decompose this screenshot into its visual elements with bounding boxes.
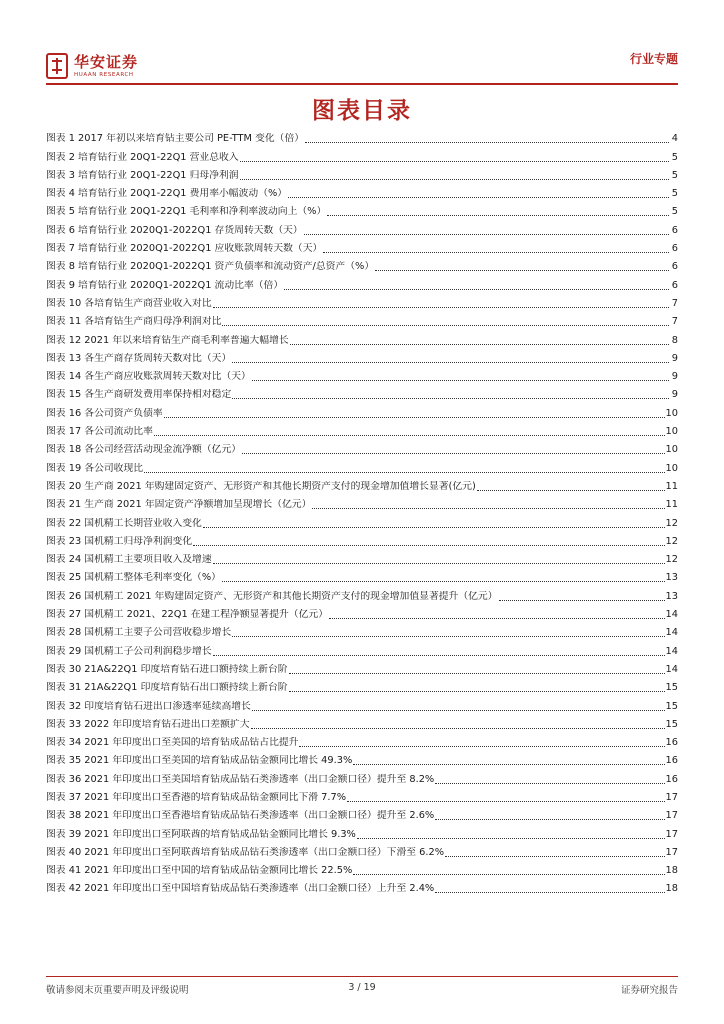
toc-entry-page: 6 (671, 243, 678, 255)
page-title: 图表目录 (312, 98, 412, 124)
toc-entry-page: 17 (665, 810, 678, 822)
toc-leader-dots (213, 654, 665, 656)
toc-entry-page: 16 (665, 773, 678, 785)
toc-leader-dots (232, 397, 669, 399)
toc-entry-title: 图表 2 培育钻行业 20Q1-22Q1 营业总收入 (46, 151, 239, 163)
company-logo (46, 50, 161, 82)
toc-entry-title: 图表 30 21A&22Q1 印度培育钻石进口额持续上新台阶 (46, 663, 288, 675)
toc-entry[interactable] (46, 584, 678, 602)
toc-entry-page: 5 (671, 169, 678, 181)
toc-entry-page: 14 (665, 663, 678, 675)
toc-entry-title: 图表 24 国机精工主要项目收入及增速 (46, 554, 212, 566)
toc-leader-dots (327, 214, 669, 216)
toc-leader-dots (305, 141, 669, 143)
toc-entry[interactable] (46, 841, 678, 859)
toc-entry-title: 图表 26 国机精工 2021 年购建固定资产、无形资产和其他长期资产支付的现金增加值显著提升（亿元） (46, 590, 498, 602)
toc-leader-dots (435, 782, 664, 784)
toc-entry-page: 5 (671, 206, 678, 218)
toc-leader-dots (304, 233, 669, 235)
toc-entry-title: 图表 27 国机精工 2021、22Q1 在建工程净额显著提升（亿元） (46, 609, 328, 621)
toc-entry[interactable] (46, 347, 678, 365)
toc-entry[interactable] (46, 804, 678, 822)
toc-leader-dots (347, 800, 664, 802)
toc-entry-page: 14 (665, 645, 678, 657)
toc-entry-title: 图表 38 2021 年印度出口至香港培育钻成品钻石类渗透率（出口金额口径）提升至 2.6% (46, 810, 435, 822)
toc-leader-dots (375, 269, 669, 271)
toc-entry[interactable] (46, 511, 678, 529)
toc-leader-dots (353, 763, 664, 765)
logo-seal-icon (46, 53, 68, 79)
toc-entry-title: 图表 18 各公司经营活动现金流净额（亿元） (46, 444, 242, 456)
toc-leader-dots (213, 562, 665, 564)
toc-entry-page: 18 (665, 883, 678, 895)
toc-leader-dots (144, 471, 664, 473)
toc-entry-title: 图表 22 国机精工长期营业收入变化 (46, 517, 202, 529)
toc-entry-page: 13 (665, 590, 678, 602)
toc-entry-page: 6 (671, 261, 678, 273)
toc-entry[interactable] (46, 530, 678, 548)
toc-entry-page: 17 (665, 791, 678, 803)
toc-entry-page: 10 (665, 426, 678, 438)
toc-leader-dots (299, 745, 664, 747)
toc-entry-title: 图表 36 2021 年印度出口至美国培育钻成品钻石类渗透率（出口金额口径）提升至 8.2% (46, 773, 435, 785)
toc-leader-dots (445, 855, 664, 857)
footer-divider (46, 976, 678, 977)
toc-entry[interactable] (46, 383, 678, 401)
toc-leader-dots (251, 727, 665, 729)
header-divider (46, 83, 678, 85)
toc-leader-dots (499, 599, 665, 601)
toc-entry-title: 图表 19 各公司收现比 (46, 462, 144, 474)
toc-entry-page: 12 (665, 554, 678, 566)
toc-leader-dots (435, 891, 664, 893)
toc-leader-dots (312, 507, 664, 509)
toc-entry-title: 图表 6 培育钻行业 2020Q1-2022Q1 存货周转天数（天） (46, 224, 303, 236)
toc-entry-title: 图表 15 各生产商研发费用率保持相对稳定 (46, 389, 232, 401)
toc-entry[interactable] (46, 273, 678, 291)
toc-entry-title: 图表 41 2021 年印度出口至中国的培育钻成品钻金额同比增长 22.5% (46, 865, 353, 877)
toc-leader-dots (323, 251, 669, 253)
toc-entry-title: 图表 8 培育钻行业 2020Q1-2022Q1 资产负债率和流动资产/总资产（%） (46, 261, 375, 273)
toc-leader-dots (289, 672, 665, 674)
report-category-tag: 行业专题 (629, 52, 678, 66)
toc-entry-page: 8 (671, 334, 678, 346)
toc-entry[interactable] (46, 255, 678, 273)
toc-entry[interactable] (46, 328, 678, 346)
toc-leader-dots (477, 489, 665, 491)
toc-entry-page: 16 (665, 755, 678, 767)
toc-leader-dots (289, 690, 665, 692)
toc-entry[interactable] (46, 822, 678, 840)
toc-entry[interactable] (46, 182, 678, 200)
toc-entry-title: 图表 14 各生产商应收账款周转天数对比（天） (46, 371, 251, 383)
footer-disclaimer: 敬请参阅末页重要声明及评级说明 (46, 985, 189, 996)
toc-leader-dots (222, 324, 669, 326)
toc-leader-dots (240, 178, 669, 180)
toc-entry-page: 4 (671, 133, 678, 145)
toc-leader-dots (164, 416, 665, 418)
toc-entry-title: 图表 31 21A&22Q1 印度培育钻石出口额持续上新台阶 (46, 682, 288, 694)
toc-entry-page: 17 (665, 846, 678, 858)
footer-page-number: 3 / 19 (348, 982, 376, 993)
toc-entry[interactable] (46, 401, 678, 419)
toc-entry[interactable] (46, 676, 678, 694)
toc-entry-title: 图表 25 国机精工整体毛利率变化（%） (46, 572, 221, 584)
toc-entry-page: 15 (665, 718, 678, 730)
toc-entry[interactable] (46, 127, 678, 145)
toc-leader-dots (353, 873, 664, 875)
toc-entry[interactable] (46, 237, 678, 255)
toc-entry-title: 图表 32 印度培育钻石进出口渗透率延续高增长 (46, 700, 251, 712)
toc-entry-title: 图表 42 2021 年印度出口至中国培育钻成品钻石类渗透率（出口金额口径）上升至 2.4% (46, 883, 435, 895)
toc-entry[interactable] (46, 164, 678, 182)
toc-entry-title: 图表 40 2021 年印度出口至阿联酋培育钻成品钻石类渗透率（出口金额口径）下滑至 6.2% (46, 846, 445, 858)
toc-entry[interactable] (46, 859, 678, 877)
toc-entry-page: 11 (665, 480, 678, 492)
toc-entry-page: 9 (671, 371, 678, 383)
toc-entry-title: 图表 7 培育钻行业 2020Q1-2022Q1 应收账款周转天数（天） (46, 243, 323, 255)
toc-entry[interactable] (46, 218, 678, 236)
toc-entry-page: 15 (665, 700, 678, 712)
toc-entry-page: 12 (665, 535, 678, 547)
toc-entry-page: 7 (671, 297, 678, 309)
toc-entry[interactable] (46, 731, 678, 749)
toc-entry-page: 10 (665, 462, 678, 474)
toc-leader-dots (240, 160, 669, 162)
toc-leader-dots (252, 379, 669, 381)
toc-entry-title: 图表 5 培育钻行业 20Q1-22Q1 毛利率和净利率波动向上（%） (46, 206, 327, 218)
toc-entry-title: 图表 34 2021 年印度出口至美国的培育钻成品钻占比提升 (46, 737, 299, 749)
toc-entry-page: 13 (665, 572, 678, 584)
toc-entry-page: 11 (665, 499, 678, 511)
logo-english-name: HUAAN RESEARCH (74, 71, 134, 78)
toc-entry-page: 5 (671, 151, 678, 163)
toc-leader-dots (329, 617, 665, 619)
toc-entry[interactable] (46, 694, 678, 712)
toc-entry-title: 图表 21 生产商 2021 年固定资产净额增加呈现增长（亿元） (46, 499, 312, 511)
toc-leader-dots (193, 544, 664, 546)
toc-entry-page: 9 (671, 352, 678, 364)
toc-leader-dots (252, 709, 665, 711)
toc-entry-page: 7 (671, 316, 678, 328)
toc-entry[interactable] (46, 658, 678, 676)
toc-entry-title: 图表 28 国机精工主要子公司营收稳步增长 (46, 627, 232, 639)
toc-entry[interactable] (46, 749, 678, 767)
toc-entry-title: 图表 9 培育钻行业 2020Q1-2022Q1 流动比率（倍） (46, 279, 284, 291)
toc-entry[interactable] (46, 493, 678, 511)
toc-leader-dots (232, 361, 669, 363)
toc-entry[interactable] (46, 292, 678, 310)
toc-entry-page: 10 (665, 407, 678, 419)
toc-entry[interactable] (46, 639, 678, 657)
table-of-figures (46, 127, 678, 895)
toc-leader-dots (357, 837, 665, 839)
toc-entry-page: 15 (665, 682, 678, 694)
toc-entry-title: 图表 12 2021 年以来培育钻生产商毛利率普遍大幅增长 (46, 334, 289, 346)
toc-entry-title: 图表 16 各公司资产负债率 (46, 407, 163, 419)
toc-entry[interactable] (46, 786, 678, 804)
toc-entry[interactable] (46, 713, 678, 731)
toc-entry-title: 图表 13 各生产商存货周转天数对比（天） (46, 352, 232, 364)
logo-chinese-name: 华安证券 (74, 52, 139, 71)
toc-entry-title: 图表 1 2017 年初以来培育钻主要公司 PE-TTM 变化（倍） (46, 133, 305, 145)
toc-entry[interactable] (46, 566, 678, 584)
toc-entry-page: 9 (671, 389, 678, 401)
toc-entry-title: 图表 37 2021 年印度出口至香港的培育钻成品钻金额同比下滑 7.7% (46, 791, 347, 803)
toc-entry[interactable] (46, 145, 678, 163)
toc-entry-page: 16 (665, 737, 678, 749)
toc-entry-title: 图表 33 2022 年印度培育钻石进出口差额扩大 (46, 718, 250, 730)
toc-entry-title: 图表 35 2021 年印度出口至美国的培育钻成品钻金额同比增长 49.3% (46, 755, 353, 767)
toc-entry-title: 图表 20 生产商 2021 年购建固定资产、无形资产和其他长期资产支付的现金增加值增长显著(亿元) (46, 480, 476, 492)
toc-leader-dots (435, 818, 664, 820)
toc-leader-dots (213, 306, 669, 308)
toc-entry[interactable] (46, 438, 678, 456)
toc-entry-page: 6 (671, 279, 678, 291)
toc-entry-title: 图表 39 2021 年印度出口至阿联酋的培育钻成品钻金额同比增长 9.3% (46, 828, 356, 840)
toc-leader-dots (290, 343, 669, 345)
toc-entry[interactable] (46, 767, 678, 785)
toc-entry[interactable] (46, 456, 678, 474)
toc-entry-page: 12 (665, 517, 678, 529)
toc-leader-dots (232, 635, 664, 637)
toc-entry[interactable] (46, 420, 678, 438)
toc-entry-page: 14 (665, 609, 678, 621)
toc-entry[interactable] (46, 603, 678, 621)
toc-entry[interactable] (46, 877, 678, 895)
toc-entry-title: 图表 23 国机精工归母净利润变化 (46, 535, 193, 547)
toc-leader-dots (288, 196, 669, 198)
toc-entry-title: 图表 10 各培育钻生产商营业收入对比 (46, 297, 212, 309)
toc-entry-page: 5 (671, 188, 678, 200)
toc-entry[interactable] (46, 200, 678, 218)
toc-entry[interactable] (46, 475, 678, 493)
toc-leader-dots (284, 288, 669, 290)
toc-entry-page: 18 (665, 865, 678, 877)
toc-leader-dots (242, 452, 664, 454)
toc-entry-title: 图表 17 各公司流动比率 (46, 426, 153, 438)
toc-entry-page: 10 (665, 444, 678, 456)
toc-entry-title: 图表 11 各培育钻生产商归母净利润对比 (46, 316, 222, 328)
toc-entry-title: 图表 29 国机精工子公司利润稳步增长 (46, 645, 212, 657)
toc-leader-dots (154, 434, 665, 436)
toc-entry-page: 17 (665, 828, 678, 840)
toc-entry-page: 14 (665, 627, 678, 639)
toc-entry[interactable] (46, 310, 678, 328)
toc-entry-page: 6 (671, 224, 678, 236)
toc-entry-title: 图表 4 培育钻行业 20Q1-22Q1 费用率小幅波动（%） (46, 188, 288, 200)
toc-entry[interactable] (46, 548, 678, 566)
footer-report-type: 证券研究报告 (620, 985, 678, 996)
toc-entry-title: 图表 3 培育钻行业 20Q1-22Q1 归母净利润 (46, 169, 239, 181)
toc-leader-dots (203, 526, 665, 528)
toc-entry[interactable] (46, 365, 678, 383)
toc-leader-dots (222, 580, 665, 582)
toc-entry[interactable] (46, 621, 678, 639)
